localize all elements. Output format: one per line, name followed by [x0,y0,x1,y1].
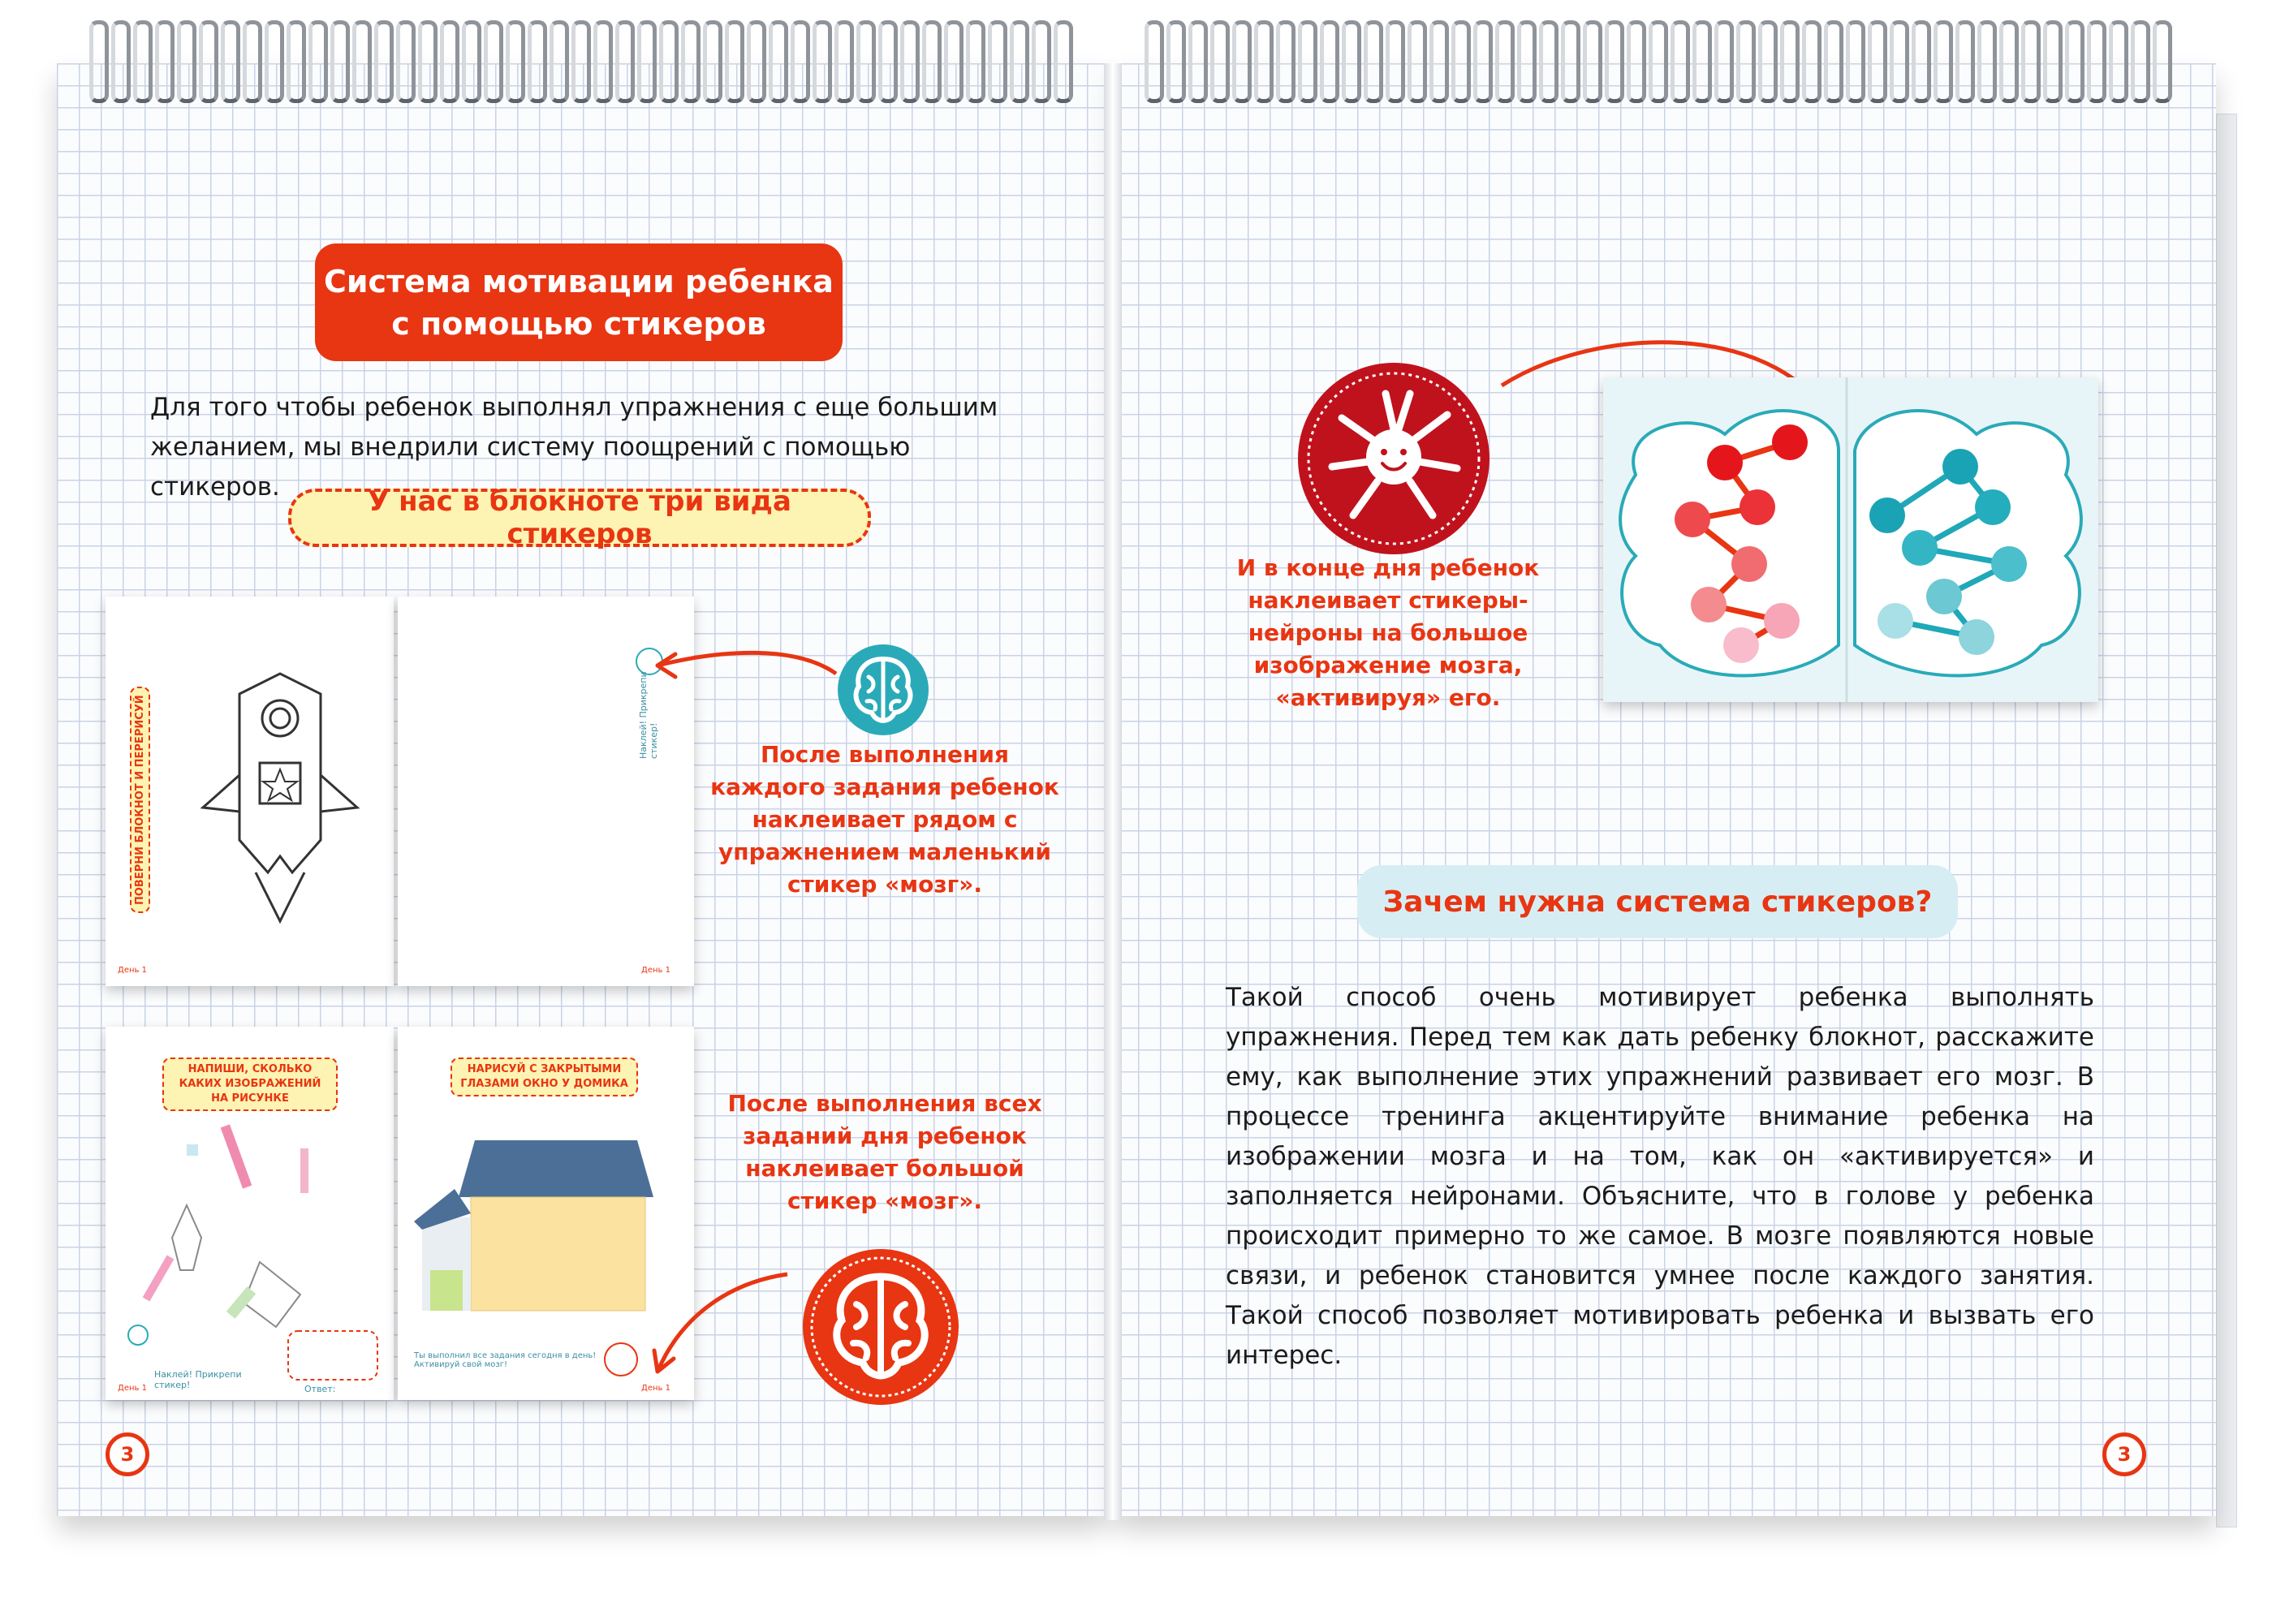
spiral-ring [1166,20,1186,103]
spiral-ring [265,20,284,103]
spiral-ring [900,20,920,103]
spiral-ring [1649,20,1668,103]
spiral-ring [528,20,547,103]
spiral-ring [1232,20,1252,103]
spiral-ring [1714,20,1734,103]
spiral-ring [89,20,109,103]
spiral-ring [769,20,788,103]
neuron-sticker-icon [1296,361,1491,556]
spiral-ring [1605,20,1624,103]
mini-label-count: НАПИШИ, СКОЛЬКО КАКИХ ИЗОБРАЖЕНИЙ НА РИСУНКЕ [162,1058,338,1111]
spiral-ring [462,20,481,103]
spiral-ring [834,20,854,103]
mini-page-count [106,1027,394,1400]
spiral-ring [593,20,613,103]
spiral-ring [813,20,832,103]
spiral-ring [988,20,1007,103]
spiral-ring [221,20,240,103]
left-page-title: Система мотивации ребенка с помощью стикеров [315,243,843,361]
spiral-ring [1320,20,1339,103]
spiral-ring [1977,20,1997,103]
mini-label-rotate: ПОВЕРНИ БЛОКНОТ И ПЕРЕРИСУЙ [130,687,150,913]
mini-page-rocket [106,597,394,986]
arrow-icon [641,633,852,706]
spiral-ring [1539,20,1558,103]
spiral-ring [2043,20,2063,103]
mini-note: Ты выполнил все задания сегодня в день! Активируй свой мозг! [414,1351,597,1369]
spiral-ring [703,20,722,103]
spiral-ring [571,20,591,103]
spiral-ring [1758,20,1778,103]
sticker-types-subtitle: У нас в блокноте три вида стикеров [288,489,871,547]
spiral-ring [484,20,503,103]
spiral-ring [2131,20,2150,103]
mini-spread-brain-map [1603,377,2098,702]
spiral-ring [1824,20,1843,103]
spiral-ring [1517,20,1537,103]
caption-neurons: И в конце дня ребенок наклеивает стикеры-нейроны на большое изображение мозга, «активируя» его. [1236,554,1540,711]
spiral-ring [1955,20,1975,103]
spiral-ring [133,20,153,103]
mini-note: Наклей! Прикрепи стикер! [154,1369,242,1390]
spiral-ring [177,20,196,103]
spiral-ring [791,20,810,103]
spiral-ring [352,20,372,103]
spiral-ring [308,20,328,103]
spiral-ring [1010,20,1029,103]
spiral-ring [1054,20,1073,103]
spiral-ring [1451,20,1471,103]
spiral-ring [1934,20,1953,103]
spiral-ring [1210,20,1230,103]
spiral-ring [1386,20,1405,103]
page-number-left: 3 [106,1432,149,1476]
spiral-ring [2065,20,2084,103]
spiral-ring [1473,20,1493,103]
spiral-ring [856,20,876,103]
caption-big-sticker: После выполнения всех заданий дня ребенок наклеивает большой стикер «мозг». [727,1090,1042,1214]
book-spine [1104,63,1122,1520]
page-edge-right [2216,114,2237,1527]
spiral-ring [1671,20,1690,103]
mini-answer: Ответ: [304,1384,336,1394]
spiral-ring [747,20,766,103]
spiral-ring [1145,20,1164,103]
spiral-ring [1364,20,1383,103]
spiral-ring [944,20,964,103]
spiral-ring [1495,20,1515,103]
mini-day-label: День 1 [641,966,670,975]
spiral-ring [1032,20,1051,103]
spiral-ring [1276,20,1296,103]
spiral-ring [659,20,679,103]
spiral-ring [243,20,262,103]
intro-text: Для того чтобы ребенок выполнял упражнения с еще большим желанием, мы внедрили систему поощрений с помощью стикеров. [150,393,998,502]
spiral-ring [1780,20,1800,103]
page-number-right: 3 [2102,1432,2146,1476]
spiral-ring [199,20,218,103]
spiral-ring [615,20,635,103]
spiral-ring [440,20,459,103]
spiral-ring [1583,20,1602,103]
spiral-ring [2087,20,2106,103]
spiral-ring [1298,20,1317,103]
spiral-ring [2021,20,2041,103]
mini-label-house: НАРИСУЙ С ЗАКРЫТЫМИ ГЛАЗАМИ ОКНО У ДОМИКА [451,1058,638,1096]
spiral-ring [637,20,657,103]
mini-day-label: День 1 [641,1384,670,1393]
brain-map-icon [1603,377,2098,702]
spiral-ring [1912,20,1931,103]
spiral-ring [681,20,701,103]
spiral-ring [111,20,131,103]
spiral-ring [1868,20,1887,103]
spiral-ring [1627,20,1646,103]
explanation-paragraph: Такой способ очень мотивирует ребенка выполнять упражнения. Перед тем как дать ребенку блокнот, расскажите ему, как выполнение этих упражнений развивает его мозг. В процессе тренинга акцентируйте внимание ребенка на изображении мозга и на том, как он «активируется» и заполняется нейронами. Объясните, что в голове у ребенка происходит примерно то же самое. В мозге появляются новые связи, и ребенок становится умнее после каждого занятия. Такой способ позволяет мотивировать ребенка и вызвать его интерес. [1226,983,2094,1370]
spiral-ring [1802,20,1821,103]
spiral-ring [418,20,438,103]
spiral-ring [506,20,525,103]
spiral-ring [1342,20,1361,103]
spiral-ring [330,20,350,103]
spiral-ring [1890,20,1909,103]
spiral-ring [1999,20,2019,103]
spiral-ring [1846,20,1865,103]
mini-day-label: День 1 [118,966,147,975]
spiral-ring [1408,20,1427,103]
spiral-ring [725,20,744,103]
brain-sticker-big-icon [800,1246,962,1408]
spiral-ring [1692,20,1712,103]
spiral-ring [374,20,394,103]
arrow-icon [641,1266,804,1388]
rocket-drawing-icon [106,597,394,986]
spiral-ring [1188,20,1208,103]
spiral-ring [2153,20,2172,103]
spiral-ring [966,20,985,103]
spiral-ring [396,20,416,103]
spiral-ring [1561,20,1580,103]
spiral-ring [1429,20,1449,103]
spiral-ring [2109,20,2128,103]
spiral-ring [287,20,306,103]
spiral-ring [550,20,569,103]
spiral-ring [155,20,175,103]
mini-day-label: День 1 [118,1384,147,1393]
mini-drawings-icon [106,1027,394,1400]
spiral-ring [1736,20,1756,103]
caption-small-sticker: После выполнения каждого задания ребенок наклеивает рядом с упражнением маленький стикер «мозг». [710,741,1059,898]
spiral-ring [922,20,942,103]
mini-note-rotate: Наклей! Прикрепи стикер! [638,671,659,759]
right-page-heading: Зачем нужна система стикеров? [1357,865,1958,938]
spiral-ring [878,20,898,103]
spiral-ring [1254,20,1274,103]
